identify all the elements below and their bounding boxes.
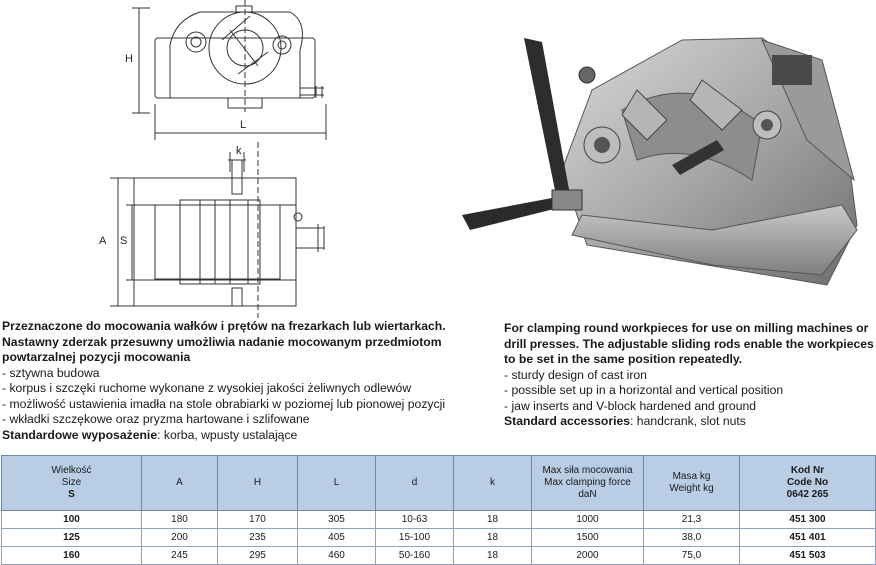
cell-code: 451 401 <box>740 529 876 547</box>
cell-force: 1000 <box>532 511 644 529</box>
cell-a: 245 <box>142 547 218 565</box>
header-a: A <box>142 456 218 511</box>
dim-label-k: k <box>236 145 242 157</box>
description-english <box>504 321 876 430</box>
cell-l: 305 <box>298 511 376 529</box>
dim-label-a: A <box>99 235 107 247</box>
cell-d: 10-63 <box>376 511 454 529</box>
cell-a: 180 <box>142 511 218 529</box>
vise-product-photo <box>462 30 872 288</box>
feature-list-pl <box>2 366 497 428</box>
dim-label-h: H <box>125 53 133 65</box>
cell-weight: 38,0 <box>644 529 740 547</box>
intro-text-en: For clamping round workpieces for use on milling machines or drill presses. The adjustable sliding rods enable the workpieces to be set in the same position repeatedly. <box>504 321 874 366</box>
header-weight: Masa kg Weight kg <box>644 456 740 511</box>
cell-l: 405 <box>298 529 376 547</box>
cell-l: 460 <box>298 547 376 565</box>
feature-item: - possible set up in a horizontal and vertical position <box>504 383 876 399</box>
cell-weight: 21,3 <box>644 511 740 529</box>
header-code: Kod Nr Code No 0642 265 <box>740 456 876 511</box>
intro-text-pl: Przeznaczone do mocowania wałków i prętów na frezarkach lub wiertarkach. Nastawny zderzak przesuwny umożliwia nadanie mocowanym przedmiotom powtarzalnej pozycji mocowania <box>2 319 446 364</box>
feature-item: - sztywna budowa <box>2 366 497 382</box>
header-h: H <box>218 456 298 511</box>
cell-code: 451 300 <box>740 511 876 529</box>
accessories-text-pl: : korba, wpusty ustalające <box>157 427 298 442</box>
cell-force: 2000 <box>532 547 644 565</box>
dim-label-s: S <box>120 235 128 247</box>
feature-item: - korpus i szczęki ruchome wykonane z wysokiej jakości żeliwnych odlewów <box>2 381 497 397</box>
cell-k: 18 <box>454 547 532 565</box>
feature-item: - możliwość ustawienia imadła na stole obrabiarki w poziomej lub pionowej pozycji <box>2 397 497 413</box>
feature-item: - jaw inserts and V-block hardened and ground <box>504 399 876 415</box>
header-force: Max siła mocowania Max clamping force daN <box>532 456 644 511</box>
header-k: k <box>454 456 532 511</box>
header-size: Wielkość Size S <box>2 456 142 511</box>
cell-size: 125 <box>2 529 142 547</box>
cell-weight: 75,0 <box>644 547 740 565</box>
cell-a: 200 <box>142 529 218 547</box>
feature-list-en <box>504 368 876 415</box>
top-view-drawing <box>110 142 324 318</box>
cell-h: 170 <box>218 511 298 529</box>
cell-h: 295 <box>218 547 298 565</box>
table-header-row <box>2 456 876 511</box>
accessories-text-en: : handcrank, slot nuts <box>630 414 746 428</box>
description-polish <box>2 319 497 443</box>
front-view-drawing <box>132 0 326 140</box>
cell-d: 50-160 <box>376 547 454 565</box>
technical-drawings <box>0 0 460 318</box>
cell-code: 451 503 <box>740 547 876 565</box>
accessories-label-en: Standard accessories <box>504 414 631 428</box>
specification-table <box>1 455 876 565</box>
dim-label-l: L <box>240 119 247 131</box>
accessories-en <box>504 414 876 430</box>
header-l: L <box>298 456 376 511</box>
cell-k: 18 <box>454 529 532 547</box>
table-row <box>2 511 876 529</box>
table-row <box>2 529 876 547</box>
cell-size: 160 <box>2 547 142 565</box>
cell-h: 235 <box>218 529 298 547</box>
feature-item: - wkładki szczękowe oraz pryzma hartowane i szlifowane <box>2 412 497 428</box>
cell-k: 18 <box>454 511 532 529</box>
cell-d: 15-100 <box>376 529 454 547</box>
feature-item: - sturdy design of cast iron <box>504 368 876 384</box>
cell-size: 100 <box>2 511 142 529</box>
cell-force: 1500 <box>532 529 644 547</box>
accessories-label-pl: Standardowe wyposażenie <box>2 427 158 442</box>
accessories-pl <box>2 428 497 444</box>
header-d: d <box>376 456 454 511</box>
